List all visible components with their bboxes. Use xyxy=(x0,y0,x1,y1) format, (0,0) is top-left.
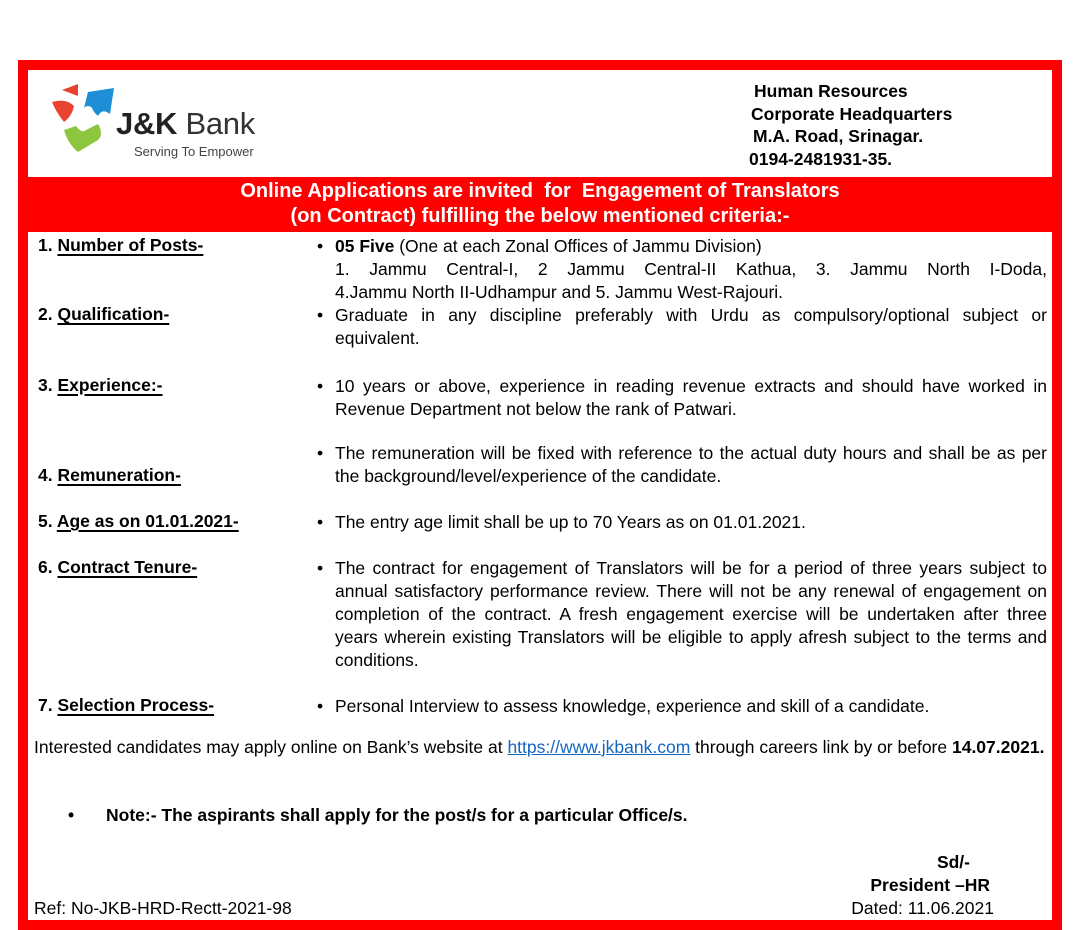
criterion-label xyxy=(38,375,163,396)
bullet-icon: • xyxy=(317,443,324,463)
notice-frame xyxy=(18,60,1062,930)
bullet-icon: • xyxy=(317,305,324,325)
criterion-label xyxy=(38,235,203,256)
brand-tagline: Serving To Empower xyxy=(134,144,254,159)
bullet-icon: • xyxy=(317,696,324,716)
criterion-body xyxy=(317,557,1047,672)
posts-count: 05 Five xyxy=(335,236,395,256)
brand-name-regular: Bank xyxy=(177,106,255,141)
criterion-number: 7. xyxy=(38,695,58,715)
criterion-label xyxy=(38,557,197,578)
jk-bank-logo-icon xyxy=(48,82,118,154)
hr-address xyxy=(748,80,952,170)
zonal-offices-line: 4.Jammu North II-Udhampur and 5. Jammu West-Rajouri. xyxy=(335,282,784,302)
criterion-body xyxy=(317,511,1047,534)
address-phone: 0194-2481931-35. xyxy=(749,148,893,169)
criterion-text: The entry age limit shall be up to 70 Years as on 01.01.2021. xyxy=(335,512,806,532)
criterion-text: Personal Interview to assess knowledge, experience and skill of a candidate. xyxy=(335,696,930,716)
criterion-text: The contract for engagement of Translators will be for a period of three years subject to annual satisfactory performance review. There will not be any renewal of engagement on completion of the contract. A fresh engagement exercise will be undertaken after three years wherein existing Translators will be eligible to apply afresh subject to the terms and conditions. xyxy=(335,558,1047,670)
criterion-number: 6. xyxy=(38,557,58,577)
signatory-title: President –HR xyxy=(870,875,990,895)
criterion-title: Remuneration- xyxy=(57,465,181,485)
apply-instructions xyxy=(34,736,1048,759)
criterion-body xyxy=(317,235,1047,304)
headline-line-2: (on Contract) fulfilling the below mentioned criteria:- xyxy=(290,205,790,227)
criterion-body xyxy=(317,695,1047,718)
note xyxy=(68,805,688,826)
address-line: Corporate Headquarters xyxy=(751,103,953,124)
bullet-icon: • xyxy=(317,376,324,396)
criterion-label xyxy=(38,304,169,325)
apply-deadline: 14.07.2021. xyxy=(951,737,1045,757)
brand-name-bold: J&K xyxy=(116,106,178,141)
headline-banner xyxy=(18,177,1062,232)
address-line: Human Resources xyxy=(754,81,908,101)
address-line: M.A. Road, Srinagar. xyxy=(753,126,924,146)
criterion-title: Age as on 01.01.2021- xyxy=(56,511,239,531)
reference-number: Ref: No-JKB-HRD-Rectt-2021-98 xyxy=(34,898,292,918)
criterion-title: Number of Posts- xyxy=(57,235,204,255)
jkbank-website-link[interactable]: https://www.jkbank.com xyxy=(507,737,691,757)
criterion-number: 5. xyxy=(38,511,57,531)
criterion-text: 10 years or above, experience in reading revenue extracts and should have worked in Revenue Department not below the rank of Patwari. xyxy=(335,376,1047,419)
headline-line-1: Online Applications are invited for Engagement of Translators xyxy=(240,180,840,202)
criterion-title: Selection Process- xyxy=(57,695,215,715)
header xyxy=(28,70,1052,177)
criterion-title: Contract Tenure- xyxy=(57,557,198,577)
criterion-text: Graduate in any discipline preferably with Urdu as compulsory/optional subject or equivalent. xyxy=(335,305,1047,348)
bullet-icon: • xyxy=(68,805,75,825)
bullet-icon: • xyxy=(317,558,324,578)
criterion-number: 1. xyxy=(38,235,58,255)
criterion-label xyxy=(38,465,181,486)
signature-sd: Sd/- xyxy=(936,852,970,872)
apply-text: Interested candidates may apply online on Bank’s website at xyxy=(34,737,508,757)
criterion-body xyxy=(317,442,1047,488)
criterion-label xyxy=(38,695,214,716)
jk-bank-logo xyxy=(40,76,280,166)
apply-text: through careers link by or before xyxy=(690,737,952,757)
criterion-label xyxy=(38,511,239,532)
criterion-title: Qualification- xyxy=(57,304,170,324)
criterion-number: 2. xyxy=(38,304,58,324)
brand-name xyxy=(116,106,255,142)
criterion-text: (One at each Zonal Offices of Jammu Division) xyxy=(394,236,762,256)
note-text: Note:- The aspirants shall apply for the post/s for a particular Office/s. xyxy=(106,805,688,825)
criterion-title: Experience:- xyxy=(57,375,163,395)
criterion-text: The remuneration will be fixed with reference to the actual duty hours and shall be as per the background/level/experience of the candidate. xyxy=(335,443,1047,486)
criterion-body xyxy=(317,304,1047,350)
criterion-number: 4. xyxy=(38,465,58,485)
criterion-body xyxy=(317,375,1047,421)
issue-date: Dated: 11.06.2021 xyxy=(851,898,994,918)
bullet-icon: • xyxy=(317,512,324,532)
bullet-icon: • xyxy=(317,236,324,256)
zonal-offices-line: 1. Jammu Central-I, 2 Jammu Central-II Kathua, 3. Jammu North I-Doda, xyxy=(335,259,1047,279)
criterion-number: 3. xyxy=(38,375,58,395)
signature-block xyxy=(870,851,990,897)
